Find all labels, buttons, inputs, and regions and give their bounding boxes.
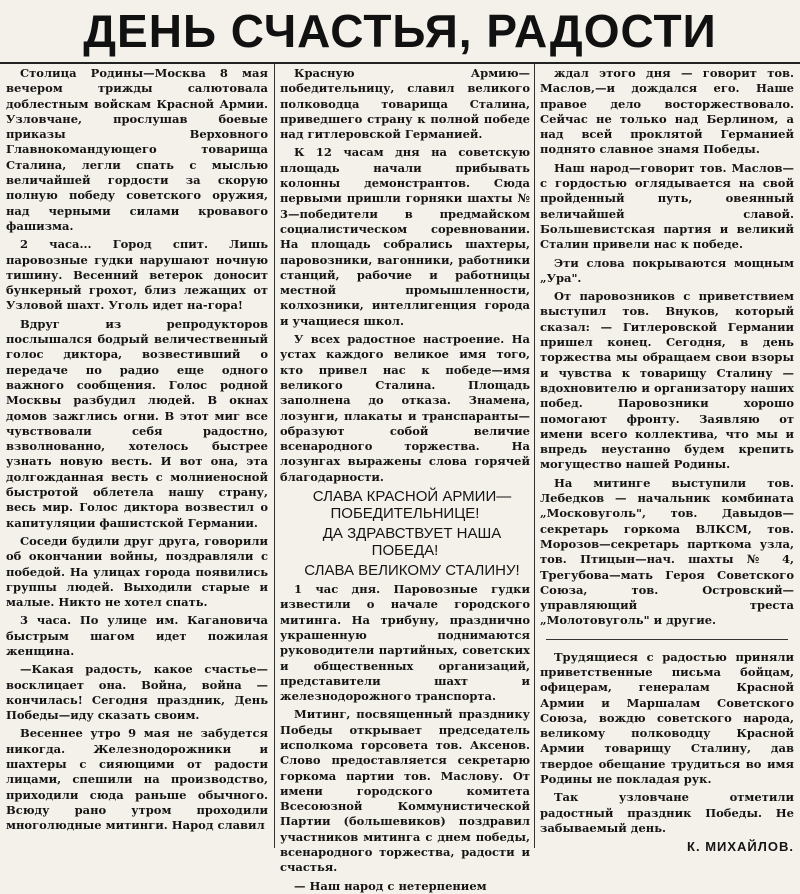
article-column-2 xyxy=(280,66,530,893)
paragraph: Столица Родины—Москва 8 мая вечером трижды салютовала доблестным войскам Красной Армии. Узловчане, прослушав боевые приказы Верховного Главнокомандующего товарища Сталина, легли спать с мыслью величайшей гордости за скорую полную победу советского оружия, над черными силами кровавого фашизма. xyxy=(6,66,268,233)
section-divider xyxy=(546,639,788,640)
paragraph: От паровозников с приветствием выступил тов. Внуков, который сказал: — Гитлеровской Германии пришел конец. Сегодня, в день торжества мы обращаем свои взоры и чувства к товарищу Сталину — вдохновителю и организатору наших побед. Паровозники хорошо помогают фронту. Заявляю от имени всего коллектива, что мы и впредь неустанно будем крепить могущество нашей Родины. xyxy=(540,289,794,472)
paragraph: Соседи будили друг друга, говорили об окончании войны, поздравляли с победой. На улицах города появились группы людей. Выходили старые и малые. Никто не хотел спать. xyxy=(6,533,268,610)
paragraph: ждал этого дня — говорит тов. Маслов,—и дождался его. Наше правое дело восторжествовало. Сейчас не только над Берлином, а над всей проклятой Германией поднято славное знамя Победы. xyxy=(540,66,794,157)
slogan-stalin: СЛАВА ВЕЛИКОМУ СТАЛИНУ! xyxy=(304,562,520,580)
headline-rule xyxy=(0,62,800,64)
column-divider-1 xyxy=(274,64,275,848)
paragraph: —Какая радость, какое счастье—восклицает она. Война, война — кончилась! Сегодня праздник, День Победы—иду сказать своим. xyxy=(6,662,268,723)
paragraph: Вдруг из репродукторов послышался бодрый величественный голос диктора, возвестивший о передаче по радио еще одного важного сообщения. Голос родной Москвы разбудил людей. В окнах домов зажглись огни. В этот миг все чувствовали себя радостно, взволнованно, хотелось быстрее узнать новую весть. И вот она, эта долгожданная весть с молниеносной быстротой облетела нашу страну, весь мир. Голос диктора возвестил о капитуляции фашистской Германии. xyxy=(6,316,268,530)
paragraph: Трудящиеся с радостью приняли приветственные письма бойцам, офицерам, генералам Красной Армии и Маршалам Советского Союза, вождю советского народа, великому полководцу Красной Армии товарищу Сталину, дав твердое обещание трудиться во имя Родины не покладая рук. xyxy=(540,649,794,787)
paragraph: На митинге выступили тов. Лебедков — начальник комбината „Московуголь", тов. Давыдов—секретарь горкома ВЛКСМ, тов. Морозов—секретарь парткома узла, тов. Птицын—нач. шахты № 4, Трегубова—мать Героя Советского Союза, тов. Островский—управляющий треста „Молотовуголь" и другие. xyxy=(540,475,794,628)
paragraph: 1 час дня. Паровозные гудки известили о начале городского митинга. На трибуну, празднично украшенную поднимаются руководители партийных, советских и общественных организаций, представители шахт и железнодорожного транспорта. xyxy=(280,582,530,704)
author-signature: К. МИХАЙЛОВ. xyxy=(687,839,794,855)
paragraph: Так узловчане отметили радостный праздник Победы. Не забываемый день. xyxy=(540,790,794,835)
paragraph: 2 часа... Город спит. Лишь паровозные гудки нарушают ночную тишину. Весенний ветерок доносит бункерный грохот, близ лежащих от Узловой шахт. Уголь идет на-гора! xyxy=(6,237,268,313)
headline: ДЕНЬ СЧАСТЬЯ, РАДОСТИ xyxy=(83,5,717,57)
article-column-3 xyxy=(540,66,794,855)
column-divider-2 xyxy=(534,64,535,848)
slogan-victory: ДА ЗДРАВСТВУЕТ НАША ПОБЕДА! xyxy=(322,525,502,560)
paragraph: Красную Армию—победительницу, славил великого полководца товарища Сталина, приведшего страну к полной победе над гитлеровской Германией. xyxy=(280,66,530,142)
paragraph: У всех радостное настроение. На устах каждого великое имя того, кто привел нас к победе—имя великого Сталина. Площадь заполнена до отказа. Знамена, лозунги, плакаты и транспаранты—образуют собой величие всенародного торжества. На лозунгах выражены слова горячей благодарности. xyxy=(280,332,530,484)
paragraph: Весеннее утро 9 мая не забудется никогда. Железнодорожники и шахтеры с сияющими от радости лицами, спешили на производство, приходили сюда раньше обычного. Всюду рано утром проходили многолюдные митинги. Народ славил xyxy=(6,726,268,833)
article-column-1 xyxy=(6,66,268,848)
paragraph: 3 часа. По улице им. Кагановича быстрым шагом идет пожилая женщина. xyxy=(6,613,268,658)
slogan-red-army: СЛАВА КРАСНОЙ АРМИИ—ПОБЕДИТЕЛЬНИЦЕ! xyxy=(312,488,512,523)
paragraph: — Наш народ с нетерпением xyxy=(294,878,487,893)
paragraph: Наш народ—говорит тов. Маслов—с гордостью оглядывается на свой пройденный путь, овеянный величайшей славой. Большевистская партия и великий Сталин привели нас к победе. xyxy=(540,160,794,252)
paragraph: Митинг, посвященный празднику Победы открывает председатель исполкома горсовета тов. Аксенов. Слово предоставляется секретарю горкома партии тов. Маслову. От имени городского комитета Всесоюзной Коммунистической Партии (большевиков) поздравил участников митинга с днем победы, всенародного торжества, радости и счастья. xyxy=(280,707,530,875)
paragraph: Эти слова покрываются мощным „Ура". xyxy=(540,255,794,285)
paragraph: К 12 часам дня на советскую площадь начали прибывать колонны демонстрантов. Сюда первыми пришли горняки шахты № 3—победители в предмайском социалистическом соревновании. На площадь собрались шахтеры, паровозники, вагонники, работники станций, рабочие и работницы местной промышленности, колхозники, интеллигенция города и учащиеся школ. xyxy=(280,145,530,328)
